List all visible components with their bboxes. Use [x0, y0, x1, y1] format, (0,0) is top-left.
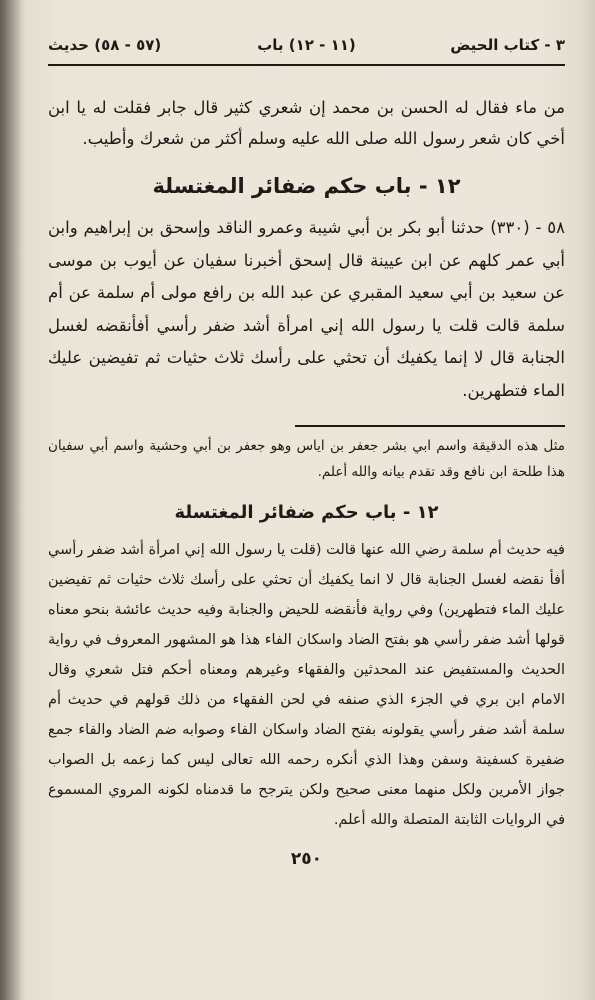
binding-shadow [0, 0, 22, 1000]
footnote-divider [295, 425, 565, 427]
commentary-title: ١٢ - باب حكم ضفائر المغتسلة [174, 501, 439, 523]
hadith-paragraph: ٥٨ - (٣٣٠) حدثنا أبو بكر بن أبي شيبة وعمرو الناقد وإسحق بن إبراهيم وابن أبي عمر كلهم عن ابن عيينة قال إسحق أخبرنا سفيان عن أيوب بن موسى عن سعيد بن أبي سعيد المقبري عن عبد الله بن رافع مولى أم سلمة عن أم سلمة قالت قلت يا رسول الله إني امرأة أشد ضفر رأسي أفأنقضه لغسل الجنابة قال لا إنما يكفيك أن تحثي على رأسك ثلاث حثيات ثم تفيضين عليك الماء فتطهرين. [48, 218, 565, 400]
commentary-paragraph: فيه حديث أم سلمة رضي الله عنها قالت (قلت يا رسول الله إني امرأة أشد ضفر رأسي أفأ نقضه لغسل الجنابة قال لا انما يكفيك أن تحثي على رأسك ثلاث حثيات ثم تفيضين عليك الماء فتطهرين) وفي رواية فأنقضه للحيض والجنابة وفيه حديث عائشة بنحو معناه قولها أشد ضفر رأسي هو بفتح الضاد واسكان الفاء هذا هو المشهور المعروف في رواية الحديث والمستفيض عند المحدثين والفقهاء وغيرهم ومعناه أحكم فتل شعري وقال الامام ابن بري في الجزء الذي صنفه في لحن الفقهاء من ذلك قولهم في حديث أم سلمة أشد ضفر رأسي يقولونه بفتح الضاد واسكان الفاء وصوابه ضم الضاد والفاء جمع ضفيرة كسفينة وسفن وهذا الذي أنكره رحمه الله تعالى ليس كما زعمه بل الصواب جواز الأمرين ولكل منهما معنى صحيح ولكن يترجح ما قدمناه لكونه المروي المسموع في الروايات الثابتة المتصلة والله أعلم. [48, 541, 565, 828]
footnote-paragraph: مثل هذه الدقيقة واسم ابي بشر جعفر بن اياس وهو جعفر بن أبي وحشية واسم أبي سفيان هذا طلحة ابن نافع وقد تقدم بيانه والله أعلم. [48, 437, 565, 480]
running-header [48, 28, 565, 62]
page-content [48, 28, 565, 1000]
intro-paragraph: من ماء فقال له الحسن بن محمد إن شعري كثير قال جابر فقلت له يا ابن أخي كان شعر رسول الله صلى الله عليه وسلم أكثر من شعرك وأطيب. [48, 98, 565, 148]
header-divider [48, 64, 565, 66]
header-chapter: (١١ - ١٢) باب [257, 36, 356, 54]
page-number: ٢٥٠ [290, 848, 323, 869]
section-title: ١٢ - باب حكم ضفائر المغتسلة [152, 174, 461, 198]
header-hadith-range: (٥٧ - ٥٨) حديث [48, 36, 162, 54]
header-book-title: ٣ - كتاب الحيض [450, 36, 565, 54]
